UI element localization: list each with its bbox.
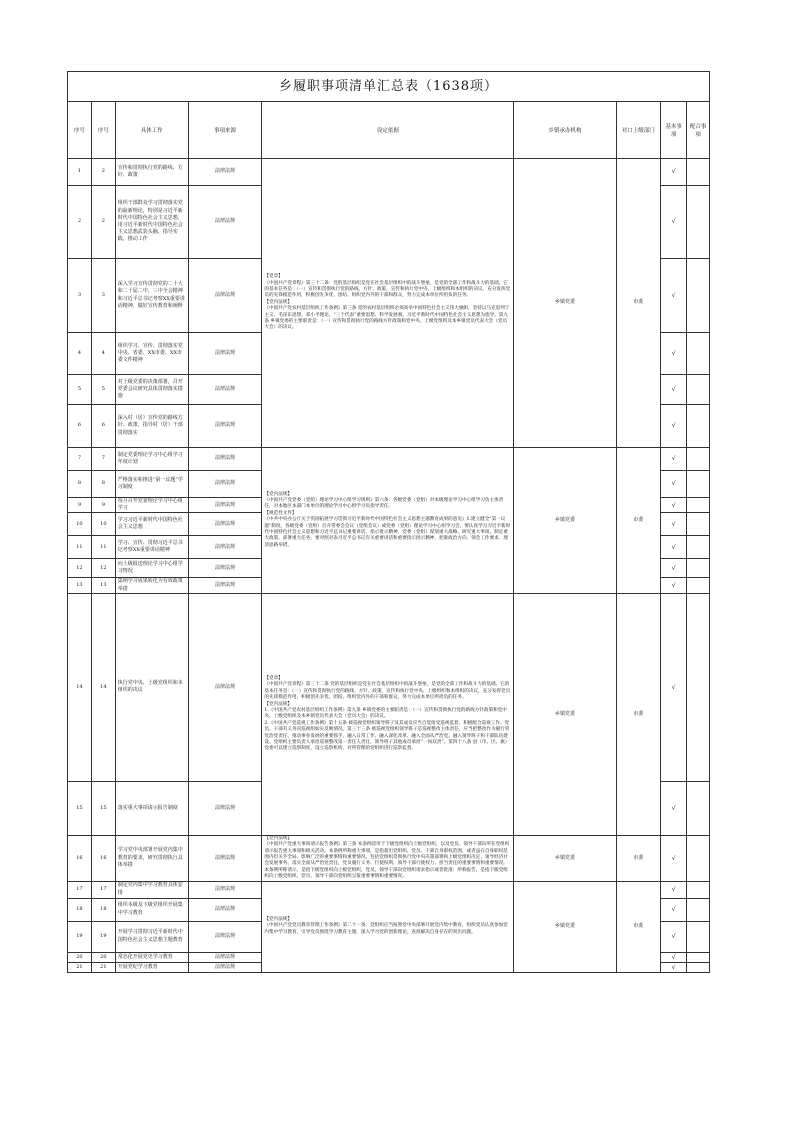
row-work: 学习、宣传、贯彻习近平总书记考察XX重要讲话精神 [115,536,188,559]
header-basis: 设定依据 [262,102,514,159]
row-seq1: 20 [68,952,92,962]
row-basic-check: √ [661,898,687,921]
row-basic-check: √ [661,513,687,536]
row-seq2: 7 [91,448,115,471]
row-seq2: 17 [91,881,115,898]
row-seq2: 3 [91,259,115,333]
row-source: 法律法规 [188,881,262,898]
row-seq1: 3 [68,259,92,333]
row-coop [687,921,710,952]
row-source: 法律法规 [188,375,262,405]
row-source: 法律法规 [188,405,262,448]
row-seq2: 12 [91,559,115,578]
row-coop [687,962,710,972]
row-seq2: 4 [91,333,115,375]
row-county: 市委 [616,835,661,881]
row-seq1: 4 [68,333,92,375]
row-coop [687,835,710,881]
row-work: 向上级报送理论学习中心组学习情况 [115,559,188,578]
row-basis: 【党章】 《中国共产党章程》第三十二条：党的基层组织是党在社会基层组织中的战斗堡垒，是党的全部工作和战斗力的基础。它的基本任务是：（一）宣传和贯彻执行党的路线、方针、政策，宣传和执行党中央、上级组织和本组织的决议，充分发挥党员的先锋模范作用，积极创先争优，团结、组织党内外的干部和群众，努力完成本单位所担负的任务。 【党内法规】 《中国共产党农村基层组织工作条例》第三条 党的农村基层组织必须高举中国特色社会主义伟大旗帜，坚持以马克思列宁主义、毛泽东思想、邓小平理论、“三个代表”重要思想、科学发展观、习近平新时代中国特色社会主义思想为指导。第九条 乡镇党委的主要职责是：（一）宣传和贯彻执行党的路线方针政策和党中央、上级党组织及本乡镇党员代表大会（党员大会）的决议。 [262,159,514,448]
row-county: 市委 [616,448,661,594]
row-seq2: 11 [91,536,115,559]
row-coop [687,186,710,259]
row-county: 市委 [616,159,661,448]
row-work: 开展学习贯彻习近平新时代中国特色社会主义思想主题教育 [115,921,188,952]
row-work: 落实重大事项请示报告制度 [115,781,188,835]
row-county: 市委 [616,881,661,972]
row-basic-check: √ [661,952,687,962]
row-seq2: 19 [91,921,115,952]
row-coop [687,952,710,962]
row-coop [687,513,710,536]
row-seq1: 1 [68,159,92,186]
row-work: 组织学习、宣传、贯彻落实党中央、省委、XX市委、XX市委文件精神 [115,333,188,375]
row-seq2: 10 [91,513,115,536]
row-work: 组织干部群众学习贯彻落实党的最新理论，特别是习近平新时代中国特色社会主义思想，用习近平新时代中国特色社会主义思想武装头脑、指导实践、推动工作 [115,186,188,259]
row-seq2: 8 [91,471,115,498]
row-seq2: 20 [91,952,115,962]
page-title: 乡履职事项清单汇总表（1638项） [67,72,710,101]
header-seq1: 序号 [68,102,92,159]
row-seq1: 11 [68,536,92,559]
row-basic-check: √ [661,333,687,375]
row-source: 法律法规 [188,835,262,881]
row-basic-check: √ [661,881,687,898]
table-row [68,881,710,898]
row-work: 开展党纪学习教育 [115,962,188,972]
row-basic-check: √ [661,186,687,259]
row-dept: 乡镇党委 [514,835,616,881]
row-coop [687,536,710,559]
row-work: 组织本级及下级党组织开展集中学习教育 [115,898,188,921]
row-seq1: 17 [68,881,92,898]
row-source: 法律法规 [188,333,262,375]
row-work: 常态化开展党史学习教育 [115,952,188,962]
row-source: 法律法规 [188,159,262,186]
row-work: 每月召开党委理论学习中心组学习 [115,498,188,513]
row-seq1: 8 [68,471,92,498]
row-dept: 乡镇党委 [514,159,616,448]
row-dept: 乡镇党委 [514,448,616,594]
row-basic-check: √ [661,921,687,952]
row-work: 集纳学习成果转化为有效政策举措 [115,578,188,593]
row-work: 对上级党委的决策部署，召开党委会议研究具体贯彻落实措施 [115,375,188,405]
row-basic-check: √ [661,536,687,559]
row-seq1: 21 [68,962,92,972]
row-source: 法律法规 [188,536,262,559]
row-coop [687,405,710,448]
header-row [68,102,710,159]
row-coop [687,259,710,333]
row-source: 法律法规 [188,498,262,513]
row-seq1: 7 [68,448,92,471]
row-seq2: 2 [91,159,115,186]
row-coop [687,448,710,471]
row-coop [687,559,710,578]
row-work: 深入学习宣传贯彻党的二十大和二十届二中、三中全会精神和习近平总书记考察XX重要讲话精神，做好宣传教育和阐释 [115,259,188,333]
table-row [68,835,710,881]
row-coop [687,375,710,405]
row-seq1: 10 [68,513,92,536]
row-seq1: 5 [68,375,92,405]
row-basic-check: √ [661,962,687,972]
row-seq1: 12 [68,559,92,578]
header-source: 事项来源 [188,102,262,159]
row-coop [687,333,710,375]
header-dept: 乡镇承办机构 [514,102,616,159]
row-work: 执行党中央、上级党组织和本组织的决议 [115,593,188,781]
row-coop [687,881,710,898]
row-basis: 【党内法规】 《中国共产党党委（党组）理论学习中心组学习规则》第六条：各级党委（党组）对本级理论学习中心组学习负主体责任，对本地区本部门本单位的理论学习中心组学习负指导责任。 【规范性文件】 《中共中央办公厅关于巩固拓展学习贯彻习近平新时代中国特色社会主义思想主题教育成果的意见》1.建立健全“第一议题”制度。各级党委（党组）召开常委会会议（党组会议）或党委（党组）理论学习中心组学习会，要认真学习习近平新时代中国特色社会主义思想和习近平总书记重要讲话、指示批示精神，党委（党组）谋划重大战略、研究重大事项、制定重大政策、部署重大任务，要对照对表习近平总书记有关重要讲话和重要指示批示精神，把准政治方向、领会工作要求、理清思路举措。 [262,448,514,594]
row-county: 市委 [616,593,661,835]
table-row [68,448,710,471]
row-work: 学习习近平新时代中国特色社会主义思想 [115,513,188,536]
row-basic-check: √ [661,498,687,513]
row-seq1: 18 [68,898,92,921]
row-basic-check: √ [661,559,687,578]
row-work: 严格落实和推进“第一议题”学习制度 [115,471,188,498]
row-basic-check: √ [661,448,687,471]
row-work: 制定党委理论学习中心组学习年度计划 [115,448,188,471]
row-source: 法律法规 [188,471,262,498]
row-seq1: 2 [68,186,92,259]
row-source: 法律法规 [188,593,262,781]
row-seq1: 15 [68,781,92,835]
row-seq2: 2 [91,186,115,259]
table-row [68,159,710,186]
row-source: 法律法规 [188,559,262,578]
table-row [68,593,710,781]
row-seq2: 5 [91,375,115,405]
row-seq2: 18 [91,898,115,921]
row-dept: 乡镇党委 [514,593,616,835]
header-coop: 配合事项 [687,102,710,159]
row-source: 法律法规 [188,781,262,835]
row-basic-check: √ [661,578,687,593]
row-basic-check: √ [661,781,687,835]
header-seq2: 序号 [91,102,115,159]
row-seq2: 21 [91,962,115,972]
row-source: 法律法规 [188,259,262,333]
row-source: 法律法规 [188,962,262,972]
row-coop [687,578,710,593]
row-work: 深入村（居）宣传党的路线方针、政策，指导村（居）干部贯彻落实 [115,405,188,448]
row-coop [687,593,710,781]
row-seq1: 6 [68,405,92,448]
row-dept: 乡镇党委 [514,881,616,972]
row-basis: 【党内法规】 《中国共产党重大事项请示报告条例》第三条 本条例适用于下级党组织向上级党组织，以及党员、领导干部向所在党组织请示报告重大事项和相关活动。本条例所称重大事项，是指超出党组织、党员、干部自身职权范围，或者虽在自身职权范围内但关乎全局、影响广泛的重要事情和重要情况，包括党组织贯彻执行党中央决策部署和上级党组织决定、领导经济社会发展事务、落实全面从严治党责任，党员履行义务、行使权利，领导干部行使权力、担当责任的重要事情和重要情况。本条例所称请示，是指下级党组织向上级党组织，党员、领导干部向党组织请求指示或者批准；所称报告，是指下级党组织向上级党组织，党员、领导干部向党组织呈报重要事情和重要情况。 [262,835,514,881]
row-seq2: 14 [91,593,115,781]
row-basic-check: √ [661,259,687,333]
header-basic: 基本事项 [661,102,687,159]
row-seq1: 14 [68,593,92,781]
row-basic-check: √ [661,375,687,405]
row-seq1: 13 [68,578,92,593]
header-work: 具体工作 [115,102,188,159]
row-work: 学习党中央部署开展党内集中教育的要求，研究贯彻执行具体举措 [115,835,188,881]
row-basic-check: √ [661,405,687,448]
row-coop [687,898,710,921]
header-county: 对口上级部门 [616,102,661,159]
row-basis: 【党章】 《中国共产党章程》第三十二条 党的基层组织是党在社会基层组织中的战斗堡垒，是党的全部工作和战斗力的基础。它的基本任务是：（一）宣传和贯彻执行党的路线、方针、政策，宣传和执行党中央、上级组织和本组织的决议，充分发挥党员的先锋模范作用，积极创先争优，团结、组织党内外的干部和群众，努力完成本单位所担负的任务。 【党内法规】 1.《中国共产党农村基层组织工作条例》第九条 乡镇党委的主要职责是：（一）宣传和贯彻执行党的路线方针政策和党中央、上级党组织及本乡镇党员代表大会（党员大会）的决议。 2.《中国共产党巡视工作条例》第十五条 被巡视党组织领导班子及其成员应当自觉接受巡视监督，积极配合巡视工作。党员、干部有义务向巡视组如实反映情况。第三十三条 被巡视党组织领导班子是巡视整改主体责任，应当把整改作为履行管党治党责任、推动事业发展的重要抓手，融入日常工作、融入深化改革、融入全面从严治党、融入领导班子和干部队伍建设。党组织主要负责人承担巡视整改第一责任人责任，领导班子其他成员承担“一岗双责”。第四十八条 县（市、区、旗）党委可以建立巡察制度，设立巡察机构，对所管理的党组织进行巡察监督。 [262,593,514,835]
row-source: 法律法规 [188,578,262,593]
row-seq1: 19 [68,921,92,952]
row-source: 法律法规 [188,952,262,962]
row-seq2: 15 [91,781,115,835]
row-work: 宣传和贯彻执行党的路线、方针、政策 [115,159,188,186]
duty-list-table [67,101,710,973]
row-source: 法律法规 [188,186,262,259]
row-seq1: 9 [68,498,92,513]
row-basis: 【党内法规】 《中国共产党党员教育管理工作条例》第二十一条：党组织应当按照党中央部署开展党内集中教育，组织党员认真参加党内集中学习教育，引导党员围绕学习教育主题，深入学习党的创新理论，查找解决自身存在的突出问题。 [262,881,514,972]
row-work: 制定党内集中学习教育具体安排 [115,881,188,898]
row-seq2: 6 [91,405,115,448]
row-source: 法律法规 [188,898,262,921]
row-source: 法律法规 [188,921,262,952]
row-coop [687,159,710,186]
row-basic-check: √ [661,593,687,781]
row-seq2: 16 [91,835,115,881]
row-coop [687,781,710,835]
row-seq1: 16 [68,835,92,881]
row-basic-check: √ [661,835,687,881]
row-seq2: 9 [91,498,115,513]
row-coop [687,498,710,513]
row-basic-check: √ [661,159,687,186]
row-coop [687,471,710,498]
row-source: 法律法规 [188,513,262,536]
row-seq2: 13 [91,578,115,593]
row-basic-check: √ [661,471,687,498]
row-source: 法律法规 [188,448,262,471]
